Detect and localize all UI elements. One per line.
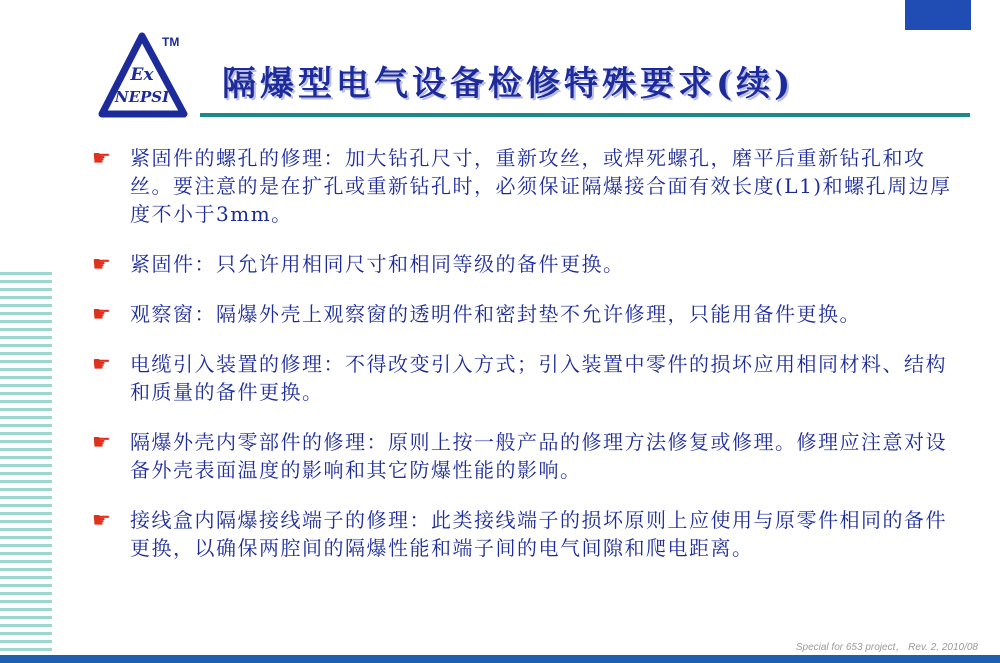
pointing-hand-icon: ☛ bbox=[92, 508, 111, 532]
pointing-hand-icon: ☛ bbox=[92, 252, 111, 276]
decorative-stripes bbox=[0, 272, 52, 652]
bullet-list bbox=[92, 144, 962, 562]
pointing-hand-icon: ☛ bbox=[92, 146, 111, 170]
ex-nepsi-logo bbox=[98, 30, 190, 126]
pointing-hand-icon: ☛ bbox=[92, 302, 111, 326]
list-item bbox=[92, 506, 962, 562]
logo-line2: NEPSI bbox=[114, 88, 170, 106]
pointing-hand-icon: ☛ bbox=[92, 352, 111, 376]
logo-trademark: TM bbox=[162, 35, 180, 49]
list-item-text: 隔爆外壳内零部件的修理：原则上按一般产品的修理方法修复或修理。修理应注意对设备外壳表面温度的影响和其它防爆性能的影响。 bbox=[130, 430, 947, 482]
pointing-hand-icon: ☛ bbox=[92, 430, 111, 454]
list-item bbox=[92, 350, 962, 406]
list-item bbox=[92, 250, 962, 278]
list-item-text: 观察窗：隔爆外壳上观察窗的透明件和密封垫不允许修理，只能用备件更换。 bbox=[130, 302, 861, 326]
logo-graphic bbox=[98, 30, 190, 126]
list-item-text: 紧固件：只允许用相同尺寸和相同等级的备件更换。 bbox=[130, 252, 625, 276]
logo-line1: Ex bbox=[130, 65, 154, 85]
list-item-text: 电缆引入装置的修理：不得改变引入方式；引入装置中零件的损坏应用相同材料、结构和质量的备件更换。 bbox=[130, 352, 947, 404]
list-item bbox=[92, 144, 962, 228]
bottom-bar bbox=[0, 655, 1000, 663]
title-underline bbox=[200, 113, 970, 117]
list-item bbox=[92, 428, 962, 484]
corner-accent-box bbox=[905, 0, 971, 30]
footer-note: Special for 653 project， Rev. 2, 2010/08 bbox=[795, 642, 978, 653]
list-item-text: 接线盒内隔爆接线端子的修理：此类接线端子的损坏原则上应使用与原零件相同的备件更换，以确保两腔间的隔爆性能和端子间的电气间隙和爬电距离。 bbox=[130, 508, 947, 560]
list-item bbox=[92, 300, 962, 328]
list-item-text: 紧固件的螺孔的修理：加大钻孔尺寸，重新攻丝，或焊死螺孔，磨平后重新钻孔和攻丝。要注意的是在扩孔或重新钻孔时，必须保证隔爆接合面有效长度(L1)和螺孔周边厚度不小于3mm。 bbox=[130, 146, 952, 226]
slide-title: 隔爆型电气设备检修特殊要求(续) bbox=[222, 64, 795, 104]
